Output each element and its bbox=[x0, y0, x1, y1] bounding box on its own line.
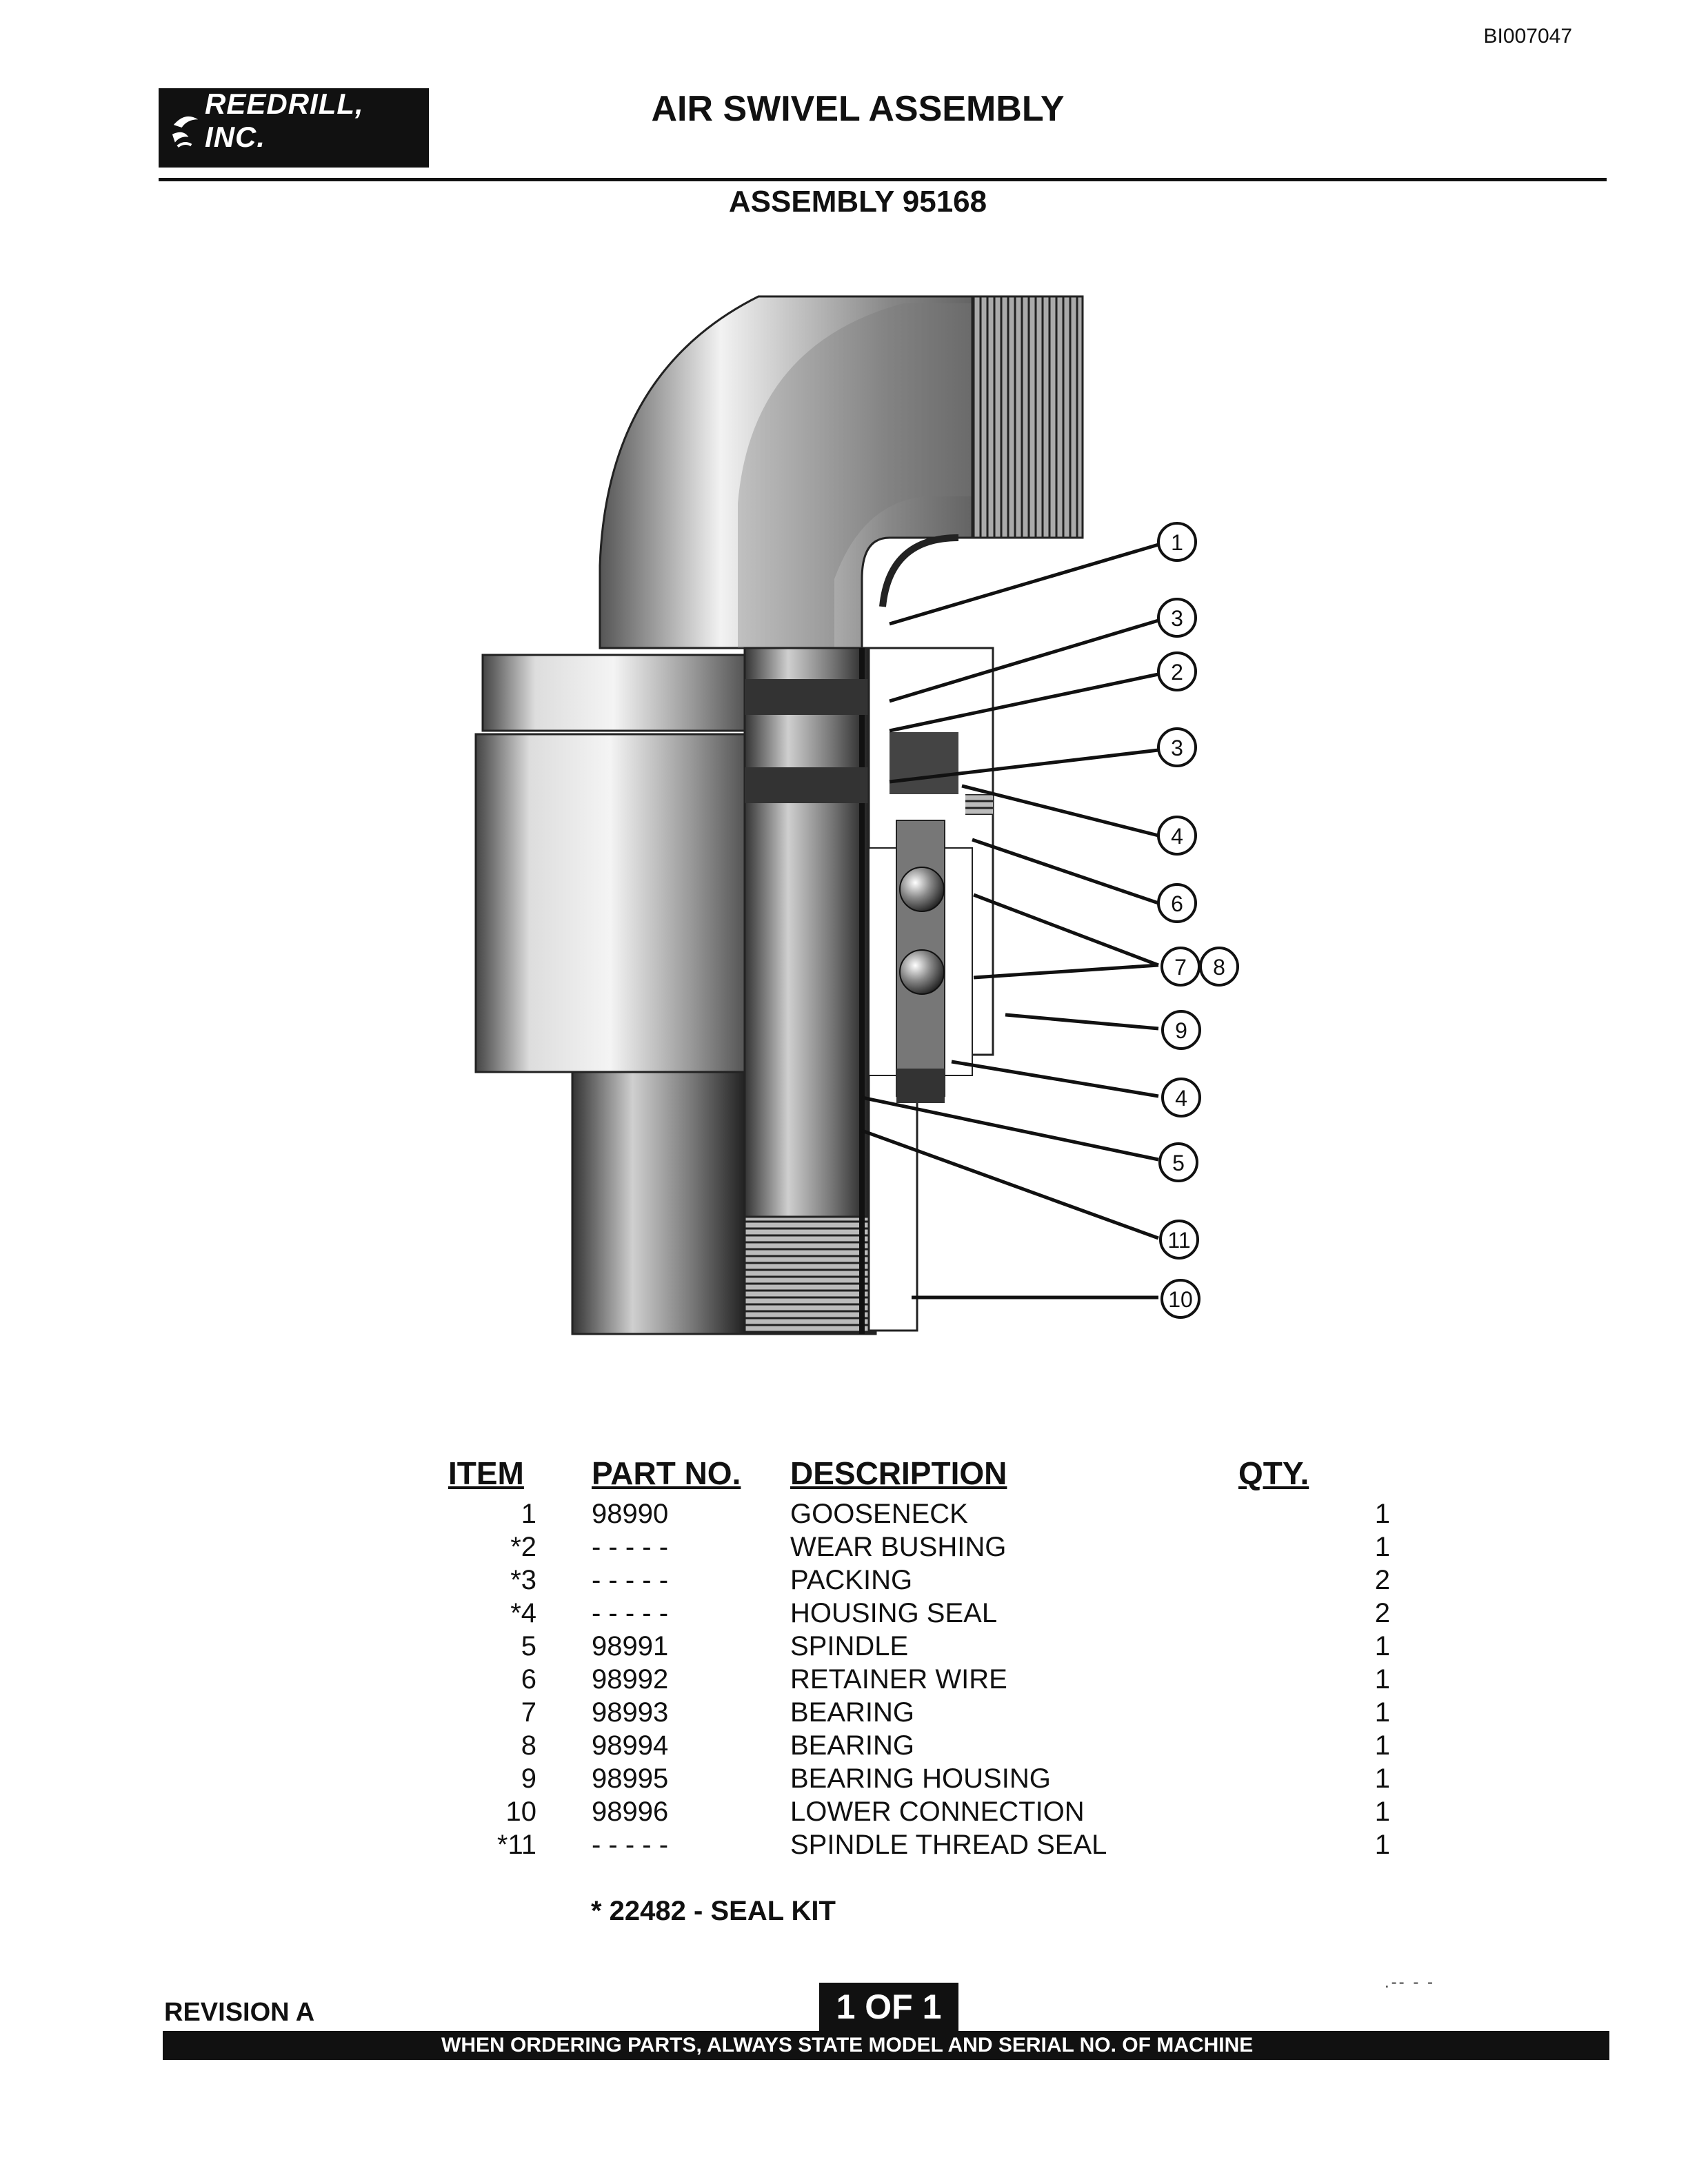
callout-10 bbox=[1162, 1280, 1199, 1317]
row-description: PACKING bbox=[790, 1565, 913, 1595]
row-qty: 1 bbox=[1374, 1532, 1390, 1562]
row-description: RETAINER WIRE bbox=[790, 1664, 1007, 1695]
table-row bbox=[448, 1729, 1397, 1762]
table-row bbox=[448, 1762, 1397, 1795]
page-title: AIR SWIVEL ASSEMBLY bbox=[651, 89, 1065, 129]
callout-3-lower bbox=[1158, 729, 1196, 766]
row-part-no: 98994 bbox=[592, 1730, 669, 1761]
parts-table bbox=[448, 1455, 1397, 1861]
header-rule bbox=[159, 178, 1607, 181]
bearing-housing bbox=[869, 648, 993, 1331]
header-item: ITEM bbox=[448, 1455, 524, 1491]
revision-label: REVISION A bbox=[164, 1998, 315, 2027]
svg-text:9: 9 bbox=[1175, 1018, 1187, 1043]
row-description: LOWER CONNECTION bbox=[790, 1797, 1085, 1827]
svg-text:3: 3 bbox=[1171, 606, 1183, 631]
row-description: SPINDLE bbox=[790, 1631, 909, 1661]
svg-text:7: 7 bbox=[1174, 955, 1187, 980]
spindle bbox=[745, 648, 876, 1334]
callout-7 bbox=[1162, 948, 1199, 985]
row-description: BEARING HOUSING bbox=[790, 1763, 1051, 1794]
row-item: *2 bbox=[510, 1532, 536, 1562]
svg-text:8: 8 bbox=[1213, 955, 1225, 980]
svg-text:10: 10 bbox=[1168, 1287, 1193, 1312]
row-item: 8 bbox=[521, 1730, 536, 1761]
row-qty: 1 bbox=[1374, 1664, 1390, 1695]
row-part-no: 98990 bbox=[592, 1499, 669, 1529]
row-description: GOOSENECK bbox=[790, 1499, 968, 1529]
table-row bbox=[448, 1663, 1397, 1696]
document-id: BI007047 bbox=[1483, 25, 1572, 48]
svg-text:2: 2 bbox=[1171, 660, 1183, 685]
page-indicator: 1 OF 1 bbox=[819, 1983, 958, 2031]
row-part-no: 98996 bbox=[592, 1797, 669, 1827]
row-description: BEARING bbox=[790, 1730, 915, 1761]
row-description: SPINDLE THREAD SEAL bbox=[790, 1830, 1107, 1860]
svg-text:5: 5 bbox=[1172, 1151, 1185, 1175]
svg-text:1: 1 bbox=[1171, 530, 1183, 555]
scan-marks: .-- - - bbox=[1385, 1973, 1435, 1992]
table-row bbox=[448, 1497, 1397, 1530]
swivel-assembly-drawing bbox=[448, 276, 1276, 1351]
callout-6 bbox=[1158, 884, 1196, 922]
gooseneck bbox=[600, 296, 1083, 648]
parts-table-header bbox=[448, 1455, 1397, 1497]
row-item: 5 bbox=[521, 1631, 536, 1661]
row-part-no: - - - - - bbox=[592, 1565, 669, 1595]
row-qty: 2 bbox=[1374, 1598, 1390, 1628]
row-qty: 1 bbox=[1374, 1697, 1390, 1728]
row-part-no: - - - - - bbox=[592, 1598, 669, 1628]
row-part-no: 98995 bbox=[592, 1763, 669, 1794]
row-qty: 1 bbox=[1374, 1499, 1390, 1529]
bearing-ball-lower bbox=[900, 950, 944, 994]
svg-text:4: 4 bbox=[1171, 824, 1183, 849]
row-part-no: 98991 bbox=[592, 1631, 669, 1661]
row-qty: 1 bbox=[1374, 1631, 1390, 1661]
row-part-no: - - - - - bbox=[592, 1830, 669, 1860]
table-row bbox=[448, 1630, 1397, 1663]
row-description: HOUSING SEAL bbox=[790, 1598, 998, 1628]
row-qty: 1 bbox=[1374, 1830, 1390, 1860]
header-part-no: PART NO. bbox=[592, 1455, 741, 1491]
row-qty: 1 bbox=[1374, 1763, 1390, 1794]
table-row bbox=[448, 1530, 1397, 1564]
row-qty: 1 bbox=[1374, 1730, 1390, 1761]
row-item: 10 bbox=[505, 1797, 536, 1827]
row-description: WEAR BUSHING bbox=[790, 1532, 1007, 1562]
svg-text:6: 6 bbox=[1171, 891, 1183, 916]
table-row bbox=[448, 1828, 1397, 1861]
ordering-notice: WHEN ORDERING PARTS, ALWAYS STATE MODEL AND SERIAL NO. OF MACHINE bbox=[441, 2034, 1254, 2056]
table-row bbox=[448, 1696, 1397, 1729]
bearing-ball-upper bbox=[900, 867, 944, 911]
row-description: BEARING bbox=[790, 1697, 915, 1728]
callout-2 bbox=[1158, 653, 1196, 690]
seal-kit-note: * 22482 - SEAL KIT bbox=[591, 1896, 836, 1926]
table-row bbox=[448, 1597, 1397, 1630]
housing bbox=[476, 655, 745, 1334]
row-item: 6 bbox=[521, 1664, 536, 1695]
row-qty: 2 bbox=[1374, 1565, 1390, 1595]
svg-text:4: 4 bbox=[1175, 1086, 1187, 1111]
callout-4-lower bbox=[1163, 1079, 1200, 1116]
logo-text: REEDRILL, INC. bbox=[205, 87, 364, 153]
header-qty: QTY. bbox=[1238, 1455, 1309, 1491]
row-item: *3 bbox=[510, 1565, 536, 1595]
callout-5 bbox=[1160, 1144, 1197, 1181]
callout-11 bbox=[1160, 1221, 1198, 1258]
row-qty: 1 bbox=[1374, 1797, 1390, 1827]
svg-text:11: 11 bbox=[1167, 1228, 1191, 1253]
row-part-no: - - - - - bbox=[592, 1532, 669, 1562]
svg-text:3: 3 bbox=[1171, 736, 1183, 760]
callout-8 bbox=[1200, 948, 1238, 985]
table-row bbox=[448, 1564, 1397, 1597]
callout-4-upper bbox=[1158, 817, 1196, 854]
header-description: DESCRIPTION bbox=[790, 1455, 1007, 1491]
row-item: 9 bbox=[521, 1763, 536, 1794]
callout-1 bbox=[1158, 523, 1196, 560]
row-item: 7 bbox=[521, 1697, 536, 1728]
row-item: *4 bbox=[510, 1598, 536, 1628]
row-item: 1 bbox=[521, 1499, 536, 1529]
row-item: *11 bbox=[496, 1830, 536, 1860]
row-part-no: 98993 bbox=[592, 1697, 669, 1728]
callout-3-upper bbox=[1158, 599, 1196, 636]
row-part-no: 98992 bbox=[592, 1664, 669, 1695]
table-row bbox=[448, 1795, 1397, 1828]
ordering-notice-bar bbox=[163, 2031, 1609, 2060]
assembly-number: ASSEMBLY 95168 bbox=[728, 185, 987, 219]
callout-9 bbox=[1163, 1011, 1200, 1049]
